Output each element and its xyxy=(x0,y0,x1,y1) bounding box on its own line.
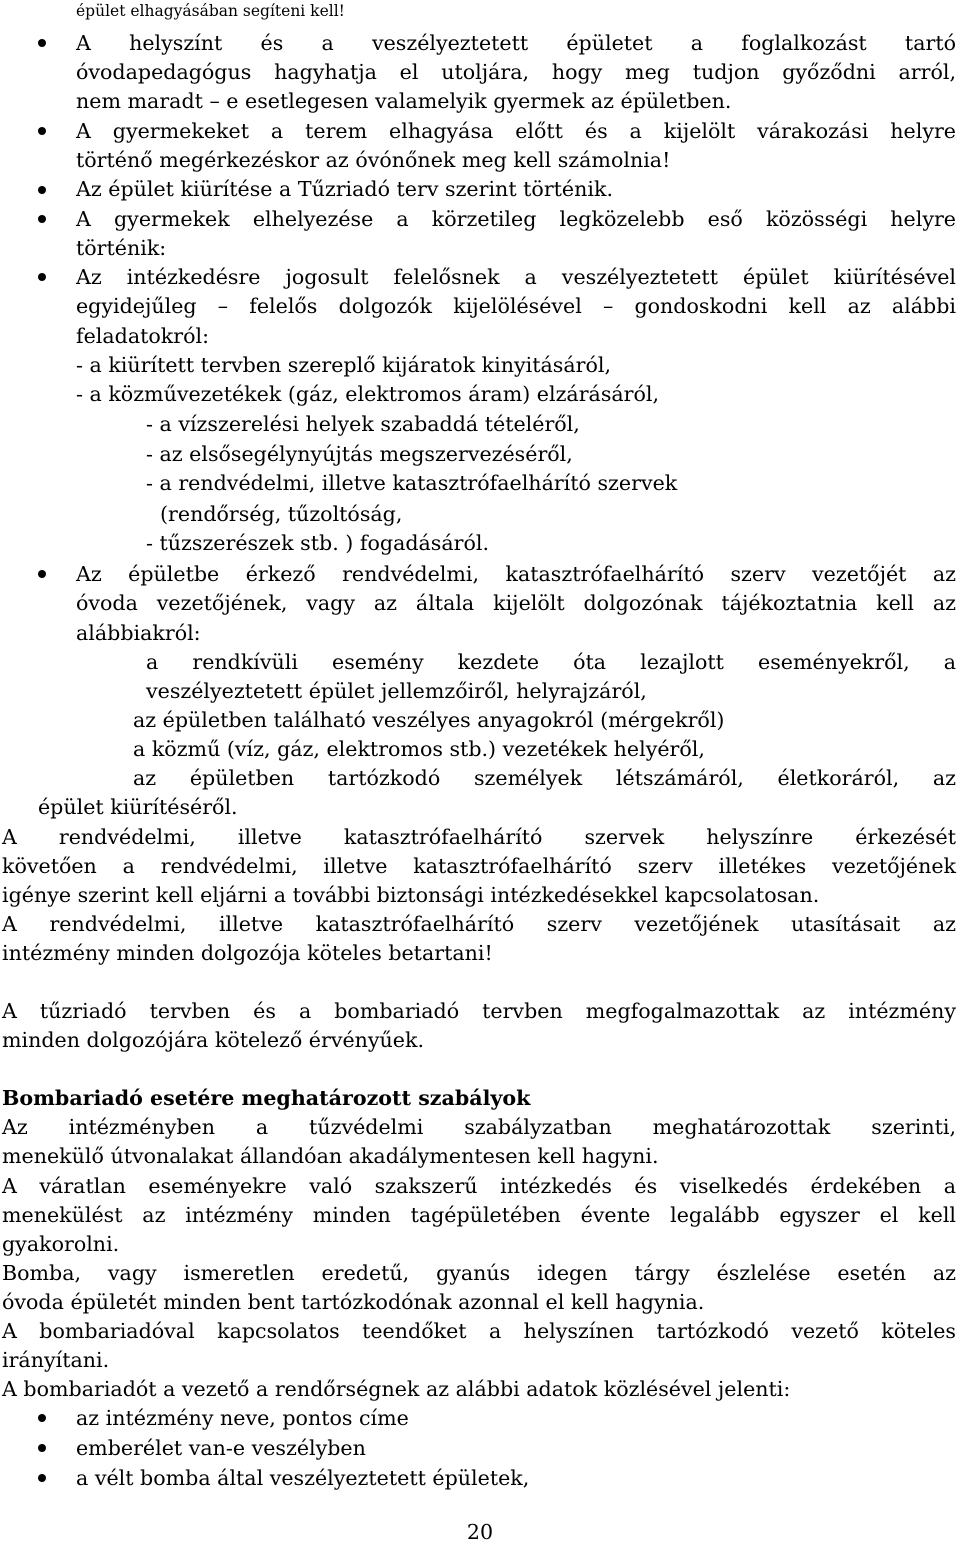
text-line: épület kiürítéséről. xyxy=(38,795,238,819)
text-line: - az elsősegélynyújtás megszervezéséről, xyxy=(146,442,573,466)
bullet-icon xyxy=(38,127,46,135)
text-line: óvoda vezetőjének, vagy az általa kijelölt dolgozónak tájékoztatnia kell az xyxy=(76,591,956,615)
text-line: történő megérkezéskor az óvónőnek meg kell számolnia! xyxy=(76,148,671,172)
text-line: irányítani. xyxy=(2,1348,110,1372)
section-heading: Bombariadó esetére meghatározott szabályok xyxy=(2,1086,531,1110)
text-line: nem maradt – e esetlegesen valamelyik gyermek az épületben. xyxy=(76,89,732,113)
text-line: alábbiakról: xyxy=(76,621,201,645)
text-line: az épületben található veszélyes anyagokról (mérgekről) xyxy=(133,708,725,732)
bullet-icon xyxy=(38,1474,46,1482)
text-line: menekülést az intézmény minden tagépületében évente legalább egyszer el kell xyxy=(2,1203,956,1227)
text-line: A gyermekeket a terem elhagyása előtt és a kijelölt várakozási helyre xyxy=(76,119,956,143)
text-line: egyidejűleg – felelős dolgozók kijelölésével – gondoskodni kell az alábbi xyxy=(76,294,956,318)
text-line: A helyszínt és a veszélyeztetett épületet a foglalkozást tartó xyxy=(76,31,956,55)
bullet-icon xyxy=(38,1414,46,1422)
text-line: A rendvédelmi, illetve katasztrófaelhárító szervek helyszínre érkezését xyxy=(2,825,956,849)
text-line: A tűzriadó tervben és a bombariadó tervben megfogalmazottak az intézmény xyxy=(2,999,956,1023)
bullet-icon xyxy=(38,186,46,194)
text-line: - a rendvédelmi, illetve katasztrófaelhárító szervek xyxy=(146,471,678,495)
bullet-icon xyxy=(38,39,46,47)
text-line: A bombariadóval kapcsolatos teendőket a helyszínen tartózkodó vezető köteles xyxy=(2,1319,956,1343)
text-line: (rendőrség, tűzoltóság, xyxy=(160,502,403,526)
text-line: a közmű (víz, gáz, elektromos stb.) vezetékek helyéről, xyxy=(133,737,705,761)
text-line: a rendkívüli esemény kezdete óta lezajlott eseményekről, a xyxy=(146,650,956,674)
text-line: Az épületbe érkező rendvédelmi, katasztrófaelhárító szerv vezetőjét az xyxy=(76,562,956,586)
text-line: épület elhagyásában segíteni kell! xyxy=(76,2,345,20)
text-line: az épületben tartózkodó személyek létszámáról, életkoráról, az xyxy=(133,766,956,790)
text-line: - a vízszerelési helyek szabaddá tételéről, xyxy=(146,412,580,436)
bullet-icon xyxy=(38,570,46,578)
text-line: A gyermekek elhelyezése a körzetileg legközelebb eső közösségi helyre xyxy=(76,207,956,231)
text-line: - a kiürített tervben szereplő kijáratok kinyitásáról, xyxy=(76,353,611,377)
text-line: óvodapedagógus hagyhatja el utoljára, hogy meg tudjon győződni arról, xyxy=(76,60,956,84)
text-line: történik: xyxy=(76,236,167,260)
text-line: gyakorolni. xyxy=(2,1232,120,1256)
text-line: Bomba, vagy ismeretlen eredetű, gyanús idegen tárgy észlelése esetén az xyxy=(2,1261,956,1285)
page-number: 20 xyxy=(466,1520,494,1544)
text-line: A rendvédelmi, illetve katasztrófaelhárító szerv vezetőjének utasításait az xyxy=(2,912,956,936)
bullet-icon xyxy=(38,215,46,223)
text-line: - tűzszerészek stb. ) fogadásáról. xyxy=(146,531,490,555)
text-line: intézmény minden dolgozója köteles betartani! xyxy=(2,941,493,965)
text-line: az intézmény neve, pontos címe xyxy=(76,1406,409,1430)
bullet-icon xyxy=(38,273,46,281)
bullet-icon xyxy=(38,1444,46,1452)
text-line: emberélet van-e veszélyben xyxy=(76,1436,366,1460)
text-line: Az intézményben a tűzvédelmi szabályzatban meghatározottak szerinti, xyxy=(2,1115,956,1139)
text-line: a vélt bomba által veszélyeztetett épületek, xyxy=(76,1466,530,1490)
text-line: minden dolgozójára kötelező érvényűek. xyxy=(2,1028,425,1052)
text-line: igénye szerint kell eljárni a további biztonsági intézkedésekkel kapcsolatosan. xyxy=(2,883,820,907)
text-line: követően a rendvédelmi, illetve katasztrófaelhárító szerv illetékes vezetőjének xyxy=(2,854,956,878)
text-line: veszélyeztetett épület jellemzőiről, helyrajzáról, xyxy=(146,679,647,703)
text-line: feladatokról: xyxy=(76,324,210,348)
text-line: A bombariadót a vezető a rendőrségnek az alábbi adatok közlésével jelenti: xyxy=(2,1377,791,1401)
text-line: menekülő útvonalakat állandóan akadálymentesen kell hagyni. xyxy=(2,1144,659,1168)
text-line: Az intézkedésre jogosult felelősnek a veszélyeztetett épület kiürítésével xyxy=(76,265,956,289)
text-line: - a közművezetékek (gáz, elektromos áram) elzárásáról, xyxy=(76,382,660,406)
text-line: óvoda épületét minden bent tartózkodónak azonnal el kell hagynia. xyxy=(2,1290,705,1314)
text-line: A váratlan eseményekre való szakszerű intézkedés és viselkedés érdekében a xyxy=(2,1174,956,1198)
text-line: Az épület kiürítése a Tűzriadó terv szerint történik. xyxy=(76,177,613,201)
